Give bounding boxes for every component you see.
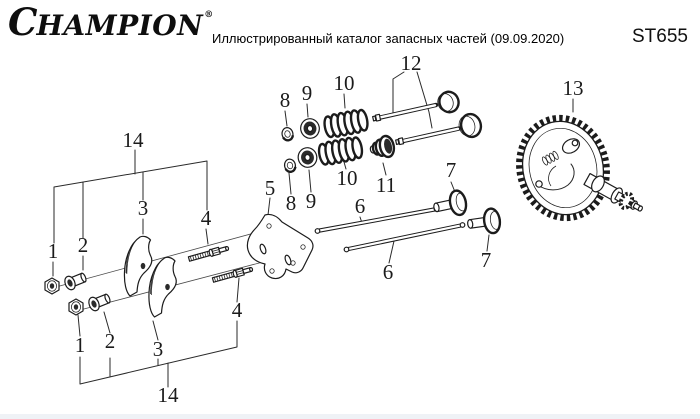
hex-nut-drawing-b [69,299,83,315]
callout-2-top: 2 [77,233,89,257]
callout-2-bottom: 2 [104,329,116,353]
spring-retainer-drawing-a [299,117,321,140]
valve-spring-drawing-b [317,136,363,166]
callout-14-top: 14 [122,128,144,152]
callout-1-top: 1 [47,239,59,263]
guide-plate-drawing [247,214,313,278]
spring-retainer-drawing-b [296,146,318,169]
callout-7-top: 7 [445,158,457,182]
adjusting-stud-drawing-a [188,245,229,263]
callout-7-bottom: 7 [480,248,492,272]
callout-6-bottom: 6 [382,260,394,284]
valve-drawing-b [395,112,483,145]
registered-trademark-icon: ® [204,10,214,20]
valve-drawing-a [372,89,461,121]
callout-4-top: 4 [200,206,212,230]
callout-9-bottom: 9 [305,189,317,213]
valve-seal-drawing-a [281,127,294,142]
callout-3-bottom: 3 [152,337,164,361]
tappet-drawing-a [431,189,468,220]
pivot-nut-drawing-a [63,270,88,291]
callout-8-bottom: 8 [285,191,297,215]
hex-nut-drawing-a [45,278,59,294]
callout-6-top: 6 [354,194,366,218]
rocker-arm-drawing-b [149,257,176,317]
callout-13: 13 [562,76,584,100]
logo-first-letter: C [8,0,37,44]
push-rod-drawing-b [344,223,465,252]
callout-12: 12 [400,51,422,75]
callout-3-top: 3 [137,196,149,220]
page-title: Иллюстрированный каталог запасных частей (09.09.2020) [212,31,565,46]
model-number: ST655 [632,26,688,47]
callout-9-top: 9 [301,81,313,105]
callout-14-bottom: 14 [157,383,179,407]
callout-5: 5 [264,176,276,200]
valve-rotator-drawing [368,135,395,161]
callout-10-top: 10 [333,71,355,95]
callout-8-top: 8 [279,88,291,112]
valve-seal-drawing-b [283,158,296,173]
page-bottom-strip [0,414,700,419]
pivot-nut-drawing-b [87,291,112,312]
logo-rest-letters: HAMPION [36,9,204,42]
callout-4-bottom: 4 [231,298,243,322]
adjusting-stud-drawing-b [212,266,253,284]
rocker-arm-drawing-a [124,236,151,296]
tappet-drawing-b [466,207,502,236]
camshaft-drawing [509,109,646,227]
callout-10-bottom: 10 [336,166,358,190]
callout-1-bottom: 1 [74,333,86,357]
push-rod-drawing-a [315,207,439,234]
valve-spring-drawing-a [323,108,369,138]
callout-11: 11 [375,173,397,197]
